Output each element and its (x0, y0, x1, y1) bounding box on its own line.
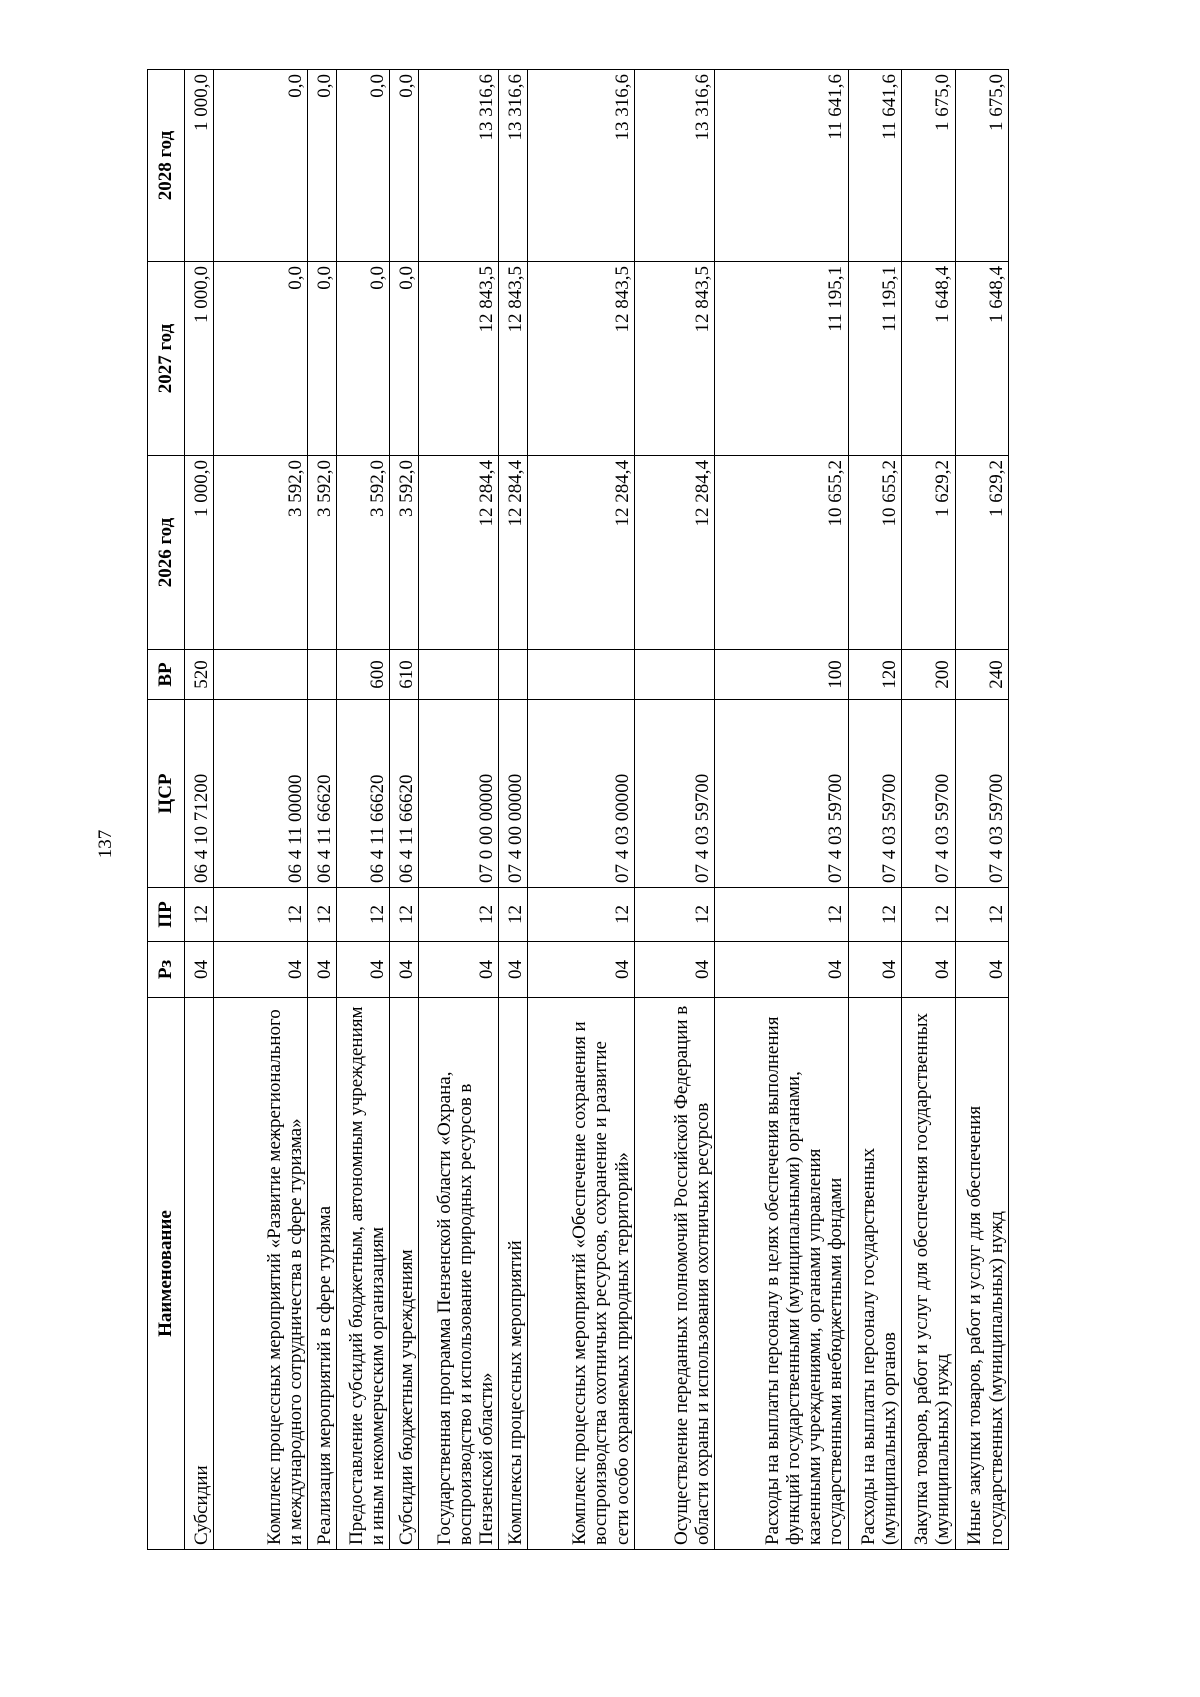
row-2028: 1 675,0 (902, 70, 955, 262)
row-2026: 3 592,0 (337, 456, 390, 650)
row-2028: 1 000,0 (185, 70, 214, 262)
header-pr: ПР (148, 888, 185, 942)
row-2026: 3 592,0 (308, 456, 337, 650)
header-csr: ЦСР (148, 700, 185, 888)
row-rz: 04 (955, 942, 1009, 998)
row-pr: 12 (634, 888, 714, 942)
row-rz: 04 (902, 942, 955, 998)
row-name: Реализация мероприятий в сфере туризма (308, 998, 337, 1550)
row-2027: 12 843,5 (419, 262, 499, 456)
row-name: Иные закупки товаров, работ и услуг для обеспечения государственных (муниципальных) нужд (955, 998, 1009, 1550)
row-vr: 120 (848, 650, 901, 700)
row-csr: 06 4 11 66620 (337, 700, 390, 888)
row-2027: 12 843,5 (528, 262, 635, 456)
row-vr: 100 (715, 650, 849, 700)
row-2027: 1 648,4 (955, 262, 1009, 456)
row-pr: 12 (337, 888, 390, 942)
table-row (213, 70, 308, 1550)
row-2028: 13 316,6 (528, 70, 635, 262)
row-vr (634, 650, 714, 700)
row-csr: 07 4 03 59700 (848, 700, 901, 888)
row-pr: 12 (528, 888, 635, 942)
table-row (902, 70, 955, 1550)
row-csr: 06 4 11 00000 (213, 700, 308, 888)
header-rz: Рз (148, 942, 185, 998)
row-pr: 12 (848, 888, 901, 942)
row-rz: 04 (634, 942, 714, 998)
row-pr: 12 (185, 888, 214, 942)
row-2027: 11 195,1 (848, 262, 901, 456)
row-2028: 13 316,6 (499, 70, 528, 262)
row-2027: 0,0 (337, 262, 390, 456)
row-vr (499, 650, 528, 700)
budget-table (147, 69, 1009, 1550)
row-csr: 07 4 03 59700 (634, 700, 714, 888)
row-vr (419, 650, 499, 700)
table-row (715, 70, 849, 1550)
header-vr: ВР (148, 650, 185, 700)
row-rz: 04 (528, 942, 635, 998)
row-pr: 12 (715, 888, 849, 942)
row-vr (213, 650, 308, 700)
row-2026: 12 284,4 (634, 456, 714, 650)
row-2028: 11 641,6 (715, 70, 849, 262)
row-csr: 07 4 03 59700 (955, 700, 1009, 888)
row-rz: 04 (337, 942, 390, 998)
row-name: Осуществление переданных полномочий Российской Федерации в области охраны и использования охотничьих ресурсов (634, 998, 714, 1550)
header-2026: 2026 год (148, 456, 185, 650)
row-name: Субсидии (185, 998, 214, 1550)
row-csr: 07 0 00 00000 (419, 700, 499, 888)
row-rz: 04 (848, 942, 901, 998)
row-2026: 12 284,4 (499, 456, 528, 650)
row-pr: 12 (308, 888, 337, 942)
table-row (390, 70, 419, 1550)
row-rz: 04 (419, 942, 499, 998)
row-csr: 06 4 11 66620 (308, 700, 337, 888)
table-row (499, 70, 528, 1550)
header-row (148, 70, 185, 1550)
row-2026: 10 655,2 (848, 456, 901, 650)
row-2026: 3 592,0 (213, 456, 308, 650)
row-pr: 12 (902, 888, 955, 942)
row-rz: 04 (308, 942, 337, 998)
row-2027: 12 843,5 (499, 262, 528, 456)
row-rz: 04 (213, 942, 308, 998)
row-pr: 12 (213, 888, 308, 942)
row-name: Субсидии бюджетным учреждениям (390, 998, 419, 1550)
row-vr: 240 (955, 650, 1009, 700)
row-csr: 07 4 03 59700 (902, 700, 955, 888)
row-2027: 0,0 (308, 262, 337, 456)
row-name: Комплекс процессных мероприятий «Обеспечение сохранения и воспроизводства охотничьих ресурсов, сохранение и развитие сети особо охраняемых природных территорий» (528, 998, 635, 1550)
row-2027: 0,0 (390, 262, 419, 456)
row-2026: 12 284,4 (528, 456, 635, 650)
table-row (185, 70, 214, 1550)
row-name: Расходы на выплаты персоналу в целях обеспечения выполнения функций государственными (муниципальными) органами, казенными учреждениями, органами управления государственными внебюджетными фондами (715, 998, 849, 1550)
table-row (419, 70, 499, 1550)
row-csr: 06 4 10 71200 (185, 700, 214, 888)
page-number: 137 (95, 829, 116, 859)
row-2028: 13 316,6 (634, 70, 714, 262)
row-2026: 12 284,4 (419, 456, 499, 650)
row-vr: 600 (337, 650, 390, 700)
row-name: Комплекс процессных мероприятий «Развитие межрегионального и международного сотрудничества в сфере туризма» (213, 998, 308, 1550)
rotated-table-container (147, 70, 1009, 1550)
table-row (528, 70, 635, 1550)
row-vr (528, 650, 635, 700)
row-2027: 1 000,0 (185, 262, 214, 456)
row-2026: 10 655,2 (715, 456, 849, 650)
table-row (337, 70, 390, 1550)
row-2028: 1 675,0 (955, 70, 1009, 262)
row-2028: 0,0 (308, 70, 337, 262)
row-vr: 200 (902, 650, 955, 700)
row-2028: 11 641,6 (848, 70, 901, 262)
row-csr: 07 4 00 00000 (499, 700, 528, 888)
row-2026: 3 592,0 (390, 456, 419, 650)
row-vr: 610 (390, 650, 419, 700)
row-rz: 04 (715, 942, 849, 998)
row-csr: 07 4 03 00000 (528, 700, 635, 888)
row-2028: 0,0 (390, 70, 419, 262)
row-vr (308, 650, 337, 700)
row-csr: 07 4 03 59700 (715, 700, 849, 888)
row-name: Комплексы процессных мероприятий (499, 998, 528, 1550)
row-2027: 11 195,1 (715, 262, 849, 456)
table-row (634, 70, 714, 1550)
row-2027: 0,0 (213, 262, 308, 456)
row-csr: 06 4 11 66620 (390, 700, 419, 888)
row-rz: 04 (390, 942, 419, 998)
row-name: Расходы на выплаты персоналу государственных (муниципальных) органов (848, 998, 901, 1550)
row-2026: 1 629,2 (902, 456, 955, 650)
row-rz: 04 (499, 942, 528, 998)
header-2027: 2027 год (148, 262, 185, 456)
header-name: Наименование (148, 998, 185, 1550)
row-2028: 0,0 (213, 70, 308, 262)
row-name: Закупка товаров, работ и услуг для обеспечения государственных (муниципальных) нужд (902, 998, 955, 1550)
row-name: Предоставление субсидий бюджетным, автономным учреждениям и иным некоммерческим организациям (337, 998, 390, 1550)
row-2028: 0,0 (337, 70, 390, 262)
table-row (308, 70, 337, 1550)
row-2027: 1 648,4 (902, 262, 955, 456)
row-vr: 520 (185, 650, 214, 700)
row-2027: 12 843,5 (634, 262, 714, 456)
row-name: Государственная программа Пензенской области «Охрана, воспроизводство и использование природных ресурсов в Пензенской области» (419, 998, 499, 1550)
header-2028: 2028 год (148, 70, 185, 262)
row-pr: 12 (955, 888, 1009, 942)
row-pr: 12 (419, 888, 499, 942)
table-row (848, 70, 901, 1550)
row-rz: 04 (185, 942, 214, 998)
row-2028: 13 316,6 (419, 70, 499, 262)
row-2026: 1 000,0 (185, 456, 214, 650)
table-row (955, 70, 1009, 1550)
row-2026: 1 629,2 (955, 456, 1009, 650)
row-pr: 12 (499, 888, 528, 942)
row-pr: 12 (390, 888, 419, 942)
